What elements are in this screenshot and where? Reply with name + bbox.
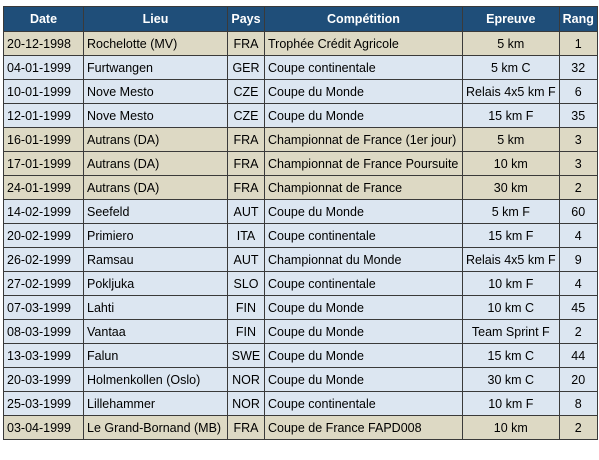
cell-date: 20-12-1998: [4, 32, 84, 56]
cell-pays: CZE: [228, 104, 265, 128]
cell-epreuve: Relais 4x5 km F: [463, 248, 560, 272]
cell-lieu: Seefeld: [84, 200, 228, 224]
table-row: [4, 272, 598, 296]
cell-pays: SLO: [228, 272, 265, 296]
cell-lieu: Autrans (DA): [84, 152, 228, 176]
cell-rang: 35: [559, 104, 597, 128]
table-row: [4, 104, 598, 128]
cell-date: 20-03-1999: [4, 368, 84, 392]
cell-competition: Coupe du Monde: [265, 368, 463, 392]
cell-epreuve: 15 km F: [463, 224, 560, 248]
cell-epreuve: 5 km: [463, 32, 560, 56]
cell-lieu: Autrans (DA): [84, 176, 228, 200]
cell-lieu: Nove Mesto: [84, 80, 228, 104]
cell-competition: Coupe du Monde: [265, 200, 463, 224]
results-table-container: [3, 6, 598, 440]
cell-date: 14-02-1999: [4, 200, 84, 224]
table-row: [4, 320, 598, 344]
cell-rang: 4: [559, 224, 597, 248]
cell-competition: Coupe de France FAPD008: [265, 416, 463, 440]
cell-epreuve: 15 km F: [463, 104, 560, 128]
cell-date: 16-01-1999: [4, 128, 84, 152]
table-row: [4, 368, 598, 392]
cell-competition: Championnat de France (1er jour): [265, 128, 463, 152]
cell-pays: FIN: [228, 320, 265, 344]
cell-epreuve: 10 km: [463, 416, 560, 440]
results-table: [3, 6, 598, 440]
cell-lieu: Ramsau: [84, 248, 228, 272]
cell-pays: NOR: [228, 368, 265, 392]
cell-rang: 9: [559, 248, 597, 272]
cell-epreuve: 10 km F: [463, 272, 560, 296]
cell-pays: ITA: [228, 224, 265, 248]
cell-date: 08-03-1999: [4, 320, 84, 344]
cell-date: 26-02-1999: [4, 248, 84, 272]
cell-epreuve: 10 km F: [463, 392, 560, 416]
cell-epreuve: 10 km C: [463, 296, 560, 320]
cell-pays: FIN: [228, 296, 265, 320]
cell-competition: Coupe continentale: [265, 392, 463, 416]
cell-competition: Trophée Crédit Agricole: [265, 32, 463, 56]
cell-lieu: Lahti: [84, 296, 228, 320]
cell-date: 10-01-1999: [4, 80, 84, 104]
cell-competition: Coupe continentale: [265, 272, 463, 296]
table-row: [4, 344, 598, 368]
cell-lieu: Primiero: [84, 224, 228, 248]
cell-competition: Championnat de France Poursuite: [265, 152, 463, 176]
table-row: [4, 56, 598, 80]
header-lieu: Lieu: [84, 7, 228, 32]
cell-pays: NOR: [228, 392, 265, 416]
header-competition: Compétition: [265, 7, 463, 32]
cell-epreuve: 5 km: [463, 128, 560, 152]
header-pays: Pays: [228, 7, 265, 32]
cell-pays: GER: [228, 56, 265, 80]
cell-pays: FRA: [228, 416, 265, 440]
cell-pays: AUT: [228, 200, 265, 224]
cell-epreuve: 10 km: [463, 152, 560, 176]
cell-competition: Coupe du Monde: [265, 296, 463, 320]
header-rang: Rang: [559, 7, 597, 32]
table-row: [4, 248, 598, 272]
cell-rang: 20: [559, 368, 597, 392]
cell-date: 17-01-1999: [4, 152, 84, 176]
cell-competition: Coupe continentale: [265, 56, 463, 80]
cell-pays: FRA: [228, 176, 265, 200]
cell-date: 12-01-1999: [4, 104, 84, 128]
cell-rang: 3: [559, 152, 597, 176]
cell-lieu: Falun: [84, 344, 228, 368]
cell-rang: 4: [559, 272, 597, 296]
cell-pays: AUT: [228, 248, 265, 272]
cell-epreuve: 15 km C: [463, 344, 560, 368]
table-row: [4, 80, 598, 104]
cell-epreuve: 30 km C: [463, 368, 560, 392]
cell-date: 03-04-1999: [4, 416, 84, 440]
cell-date: 27-02-1999: [4, 272, 84, 296]
table-body: [4, 32, 598, 440]
cell-epreuve: 5 km F: [463, 200, 560, 224]
cell-competition: Coupe du Monde: [265, 320, 463, 344]
table-row: [4, 176, 598, 200]
cell-rang: 2: [559, 416, 597, 440]
cell-rang: 2: [559, 320, 597, 344]
cell-pays: FRA: [228, 128, 265, 152]
cell-lieu: Furtwangen: [84, 56, 228, 80]
cell-lieu: Autrans (DA): [84, 128, 228, 152]
cell-competition: Coupe du Monde: [265, 344, 463, 368]
cell-rang: 1: [559, 32, 597, 56]
cell-pays: FRA: [228, 152, 265, 176]
cell-competition: Championnat de France: [265, 176, 463, 200]
cell-pays: SWE: [228, 344, 265, 368]
cell-lieu: Lillehammer: [84, 392, 228, 416]
table-row: [4, 200, 598, 224]
table-row: [4, 32, 598, 56]
cell-date: 07-03-1999: [4, 296, 84, 320]
table-row: [4, 416, 598, 440]
cell-date: 13-03-1999: [4, 344, 84, 368]
cell-rang: 6: [559, 80, 597, 104]
cell-lieu: Nove Mesto: [84, 104, 228, 128]
cell-date: 24-01-1999: [4, 176, 84, 200]
cell-lieu: Rochelotte (MV): [84, 32, 228, 56]
cell-pays: CZE: [228, 80, 265, 104]
table-row: [4, 224, 598, 248]
table-row: [4, 392, 598, 416]
cell-competition: Coupe continentale: [265, 224, 463, 248]
cell-competition: Coupe du Monde: [265, 80, 463, 104]
cell-epreuve: 30 km: [463, 176, 560, 200]
cell-lieu: Vantaa: [84, 320, 228, 344]
cell-rang: 2: [559, 176, 597, 200]
cell-lieu: Le Grand-Bornand (MB): [84, 416, 228, 440]
cell-rang: 32: [559, 56, 597, 80]
cell-epreuve: Team Sprint F: [463, 320, 560, 344]
cell-lieu: Pokljuka: [84, 272, 228, 296]
cell-rang: 45: [559, 296, 597, 320]
cell-rang: 44: [559, 344, 597, 368]
table-row: [4, 296, 598, 320]
cell-rang: 8: [559, 392, 597, 416]
table-row: [4, 128, 598, 152]
cell-epreuve: Relais 4x5 km F: [463, 80, 560, 104]
cell-competition: Championnat du Monde: [265, 248, 463, 272]
cell-pays: FRA: [228, 32, 265, 56]
cell-rang: 3: [559, 128, 597, 152]
cell-epreuve: 5 km C: [463, 56, 560, 80]
cell-competition: Coupe du Monde: [265, 104, 463, 128]
cell-lieu: Holmenkollen (Oslo): [84, 368, 228, 392]
cell-date: 04-01-1999: [4, 56, 84, 80]
cell-rang: 60: [559, 200, 597, 224]
cell-date: 25-03-1999: [4, 392, 84, 416]
table-header-row: [4, 7, 598, 32]
header-date: Date: [4, 7, 84, 32]
table-row: [4, 152, 598, 176]
cell-date: 20-02-1999: [4, 224, 84, 248]
header-epreuve: Epreuve: [463, 7, 560, 32]
